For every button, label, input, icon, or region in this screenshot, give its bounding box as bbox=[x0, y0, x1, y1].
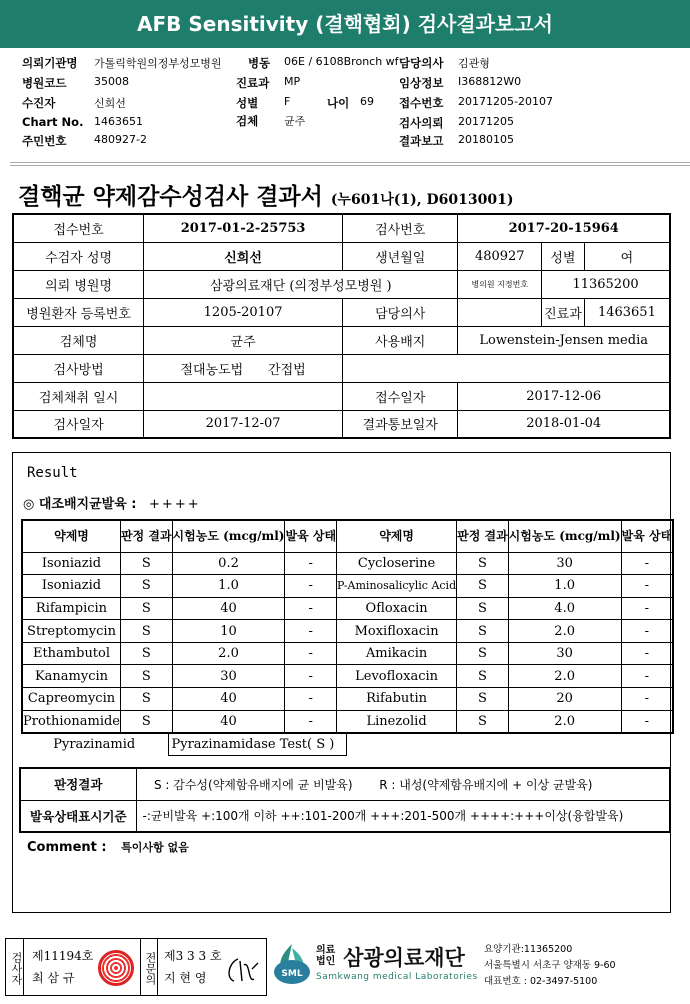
concentration: 40 bbox=[172, 710, 285, 733]
growth-text: -:균비발육 +:100개 이하 ++:101-200개 +++:201-500개 ++++:+++이상(융합발육) bbox=[136, 800, 670, 832]
corp-name bbox=[316, 942, 478, 982]
pyrazinamid-name: Pyrazinamid bbox=[53, 737, 136, 752]
doctor-label: 담당의사 bbox=[343, 298, 458, 326]
method-2: 간접법 bbox=[268, 362, 306, 378]
concentration: 0.2 bbox=[172, 552, 285, 575]
sex-label: 성별 bbox=[542, 242, 585, 270]
sex-label: 성별 bbox=[236, 96, 259, 110]
judge-result: S bbox=[457, 597, 509, 620]
drug-name: Isoniazid bbox=[22, 575, 121, 598]
patient-reg-label: 병원환자 등록번호 bbox=[13, 298, 144, 326]
comment-value: 특이사항 없음 bbox=[121, 841, 189, 854]
table-row bbox=[22, 710, 673, 733]
growth-status: - bbox=[621, 665, 673, 688]
growth-status: - bbox=[621, 710, 673, 733]
judge-text bbox=[136, 768, 670, 800]
concentration: 10 bbox=[172, 620, 285, 643]
tester-seal bbox=[98, 950, 134, 986]
department-value: MP bbox=[284, 75, 301, 88]
concentration-header: 시험농도 (mcg/ml) bbox=[508, 520, 621, 552]
growth-status: - bbox=[285, 597, 337, 620]
doctor-value: 김관형 bbox=[458, 57, 490, 70]
test-no-value: 2017-20-15964 bbox=[458, 214, 670, 242]
growth-status: - bbox=[285, 688, 337, 711]
designated-label: 병의원 지정번호 bbox=[458, 270, 542, 298]
judge-result: S bbox=[121, 597, 173, 620]
report-title: AFB Sensitivity (결핵협회) 검사결과보고서 bbox=[0, 0, 690, 48]
result-title: Result bbox=[27, 465, 78, 481]
main-title-text: 결핵균 약제감수성검사 결과서 bbox=[18, 183, 323, 210]
info-table bbox=[12, 213, 671, 439]
judge-label: 판정결과 bbox=[20, 768, 136, 800]
collector-value: 신희선 bbox=[94, 97, 126, 110]
growth-status: - bbox=[285, 642, 337, 665]
concentration: 30 bbox=[508, 552, 621, 575]
receipt-date-value: 2017-12-06 bbox=[458, 382, 670, 410]
growth-status: - bbox=[621, 642, 673, 665]
growth-label: 발육상태표시기준 bbox=[20, 800, 136, 832]
growth-status: - bbox=[285, 575, 337, 598]
drug-name-header: 약제명 bbox=[22, 520, 121, 552]
drug-name: Linezolid bbox=[337, 710, 457, 733]
hospital-label: 의뢰 병원명 bbox=[13, 270, 144, 298]
main-title bbox=[18, 178, 513, 211]
signature-box bbox=[5, 938, 267, 996]
drug-name: P-Aminosalicylic Acid bbox=[337, 575, 457, 598]
receipt-no-label: 접수번호 bbox=[13, 214, 144, 242]
pyrazinamid-value: Pyrazinamidase Test( S ) bbox=[168, 734, 347, 756]
growth-status: - bbox=[621, 597, 673, 620]
concentration: 1.0 bbox=[172, 575, 285, 598]
doctor-name: 지 현 영 bbox=[164, 971, 207, 985]
judge-result: S bbox=[457, 575, 509, 598]
drug-name: Moxifloxacin bbox=[337, 620, 457, 643]
ward-label: 병동 bbox=[248, 56, 271, 70]
judge-header: 판정 결과 bbox=[457, 520, 509, 552]
age-value: 69 bbox=[360, 95, 374, 108]
judge-result: S bbox=[121, 620, 173, 643]
institution-label: 의뢰기관명 bbox=[22, 56, 78, 70]
dept-label: 진료과 bbox=[542, 298, 585, 326]
method-label: 검사방법 bbox=[13, 354, 144, 382]
collector-label: 수진자 bbox=[22, 96, 56, 110]
drug-name: Prothionamide bbox=[22, 710, 121, 733]
sml-logo-icon bbox=[272, 942, 312, 988]
collect-value bbox=[144, 382, 343, 410]
tester-no: 제11194호 bbox=[32, 949, 94, 963]
designated-value: 11365200 bbox=[542, 270, 670, 298]
growth-status: - bbox=[285, 552, 337, 575]
drug-name-header: 약제명 bbox=[337, 520, 457, 552]
drug-name: Kanamycin bbox=[22, 665, 121, 688]
doctor-signature bbox=[224, 955, 260, 985]
judge-result: S bbox=[121, 665, 173, 688]
divider bbox=[10, 162, 690, 163]
table-row bbox=[22, 620, 673, 643]
growth-header: 발육 상태 bbox=[285, 520, 337, 552]
table-row bbox=[22, 597, 673, 620]
judge-result: S bbox=[457, 620, 509, 643]
judge-result: S bbox=[121, 688, 173, 711]
address-block bbox=[484, 942, 616, 990]
drug-table-header bbox=[22, 520, 673, 552]
judge-result: S bbox=[121, 552, 173, 575]
patient-value: 신희선 bbox=[144, 242, 343, 270]
receipt-no-value: 2017-01-2-25753 bbox=[144, 214, 343, 242]
drug-name: Amikacin bbox=[337, 642, 457, 665]
receipt-label: 접수번호 bbox=[399, 96, 444, 110]
divider bbox=[10, 165, 690, 166]
concentration: 40 bbox=[172, 688, 285, 711]
drug-name: Rifampicin bbox=[22, 597, 121, 620]
patient-label: 수검자 성명 bbox=[13, 242, 144, 270]
empty-cell bbox=[343, 354, 670, 382]
notify-label: 결과통보일자 bbox=[343, 410, 458, 438]
concentration: 1.0 bbox=[508, 575, 621, 598]
table-row bbox=[22, 688, 673, 711]
report-date-label: 결과보고 bbox=[399, 134, 444, 148]
collect-label: 검체채취 일시 bbox=[13, 382, 144, 410]
judge-result: S bbox=[457, 665, 509, 688]
judge-result: S bbox=[121, 642, 173, 665]
test-date-value: 2017-12-07 bbox=[144, 410, 343, 438]
request-value: 20171205 bbox=[458, 115, 514, 128]
legend-table bbox=[19, 767, 671, 833]
pyrazinamid-row bbox=[21, 733, 347, 756]
doctor-sig-label: 전문의 bbox=[140, 939, 158, 995]
drug-name: Capreomycin bbox=[22, 688, 121, 711]
request-label: 검사의뢰 bbox=[399, 116, 444, 130]
test-date-label: 검사일자 bbox=[13, 410, 144, 438]
hospital-code-label: 병원코드 bbox=[22, 76, 67, 90]
table-row bbox=[22, 665, 673, 688]
medium-value: Lowenstein-Jensen media bbox=[458, 326, 670, 354]
hospital-value: 삼광의료재단 (의정부성모병원 ) bbox=[144, 270, 458, 298]
control-value: ++++ bbox=[149, 497, 201, 512]
test-no-label: 검사번호 bbox=[343, 214, 458, 242]
specimen-value: 균주 bbox=[284, 115, 306, 128]
medium-label: 사용배지 bbox=[343, 326, 458, 354]
comment-label: Comment : bbox=[27, 840, 107, 855]
table-row bbox=[22, 575, 673, 598]
judge-result: S bbox=[457, 688, 509, 711]
clinical-value: I368812W0 bbox=[458, 75, 522, 88]
concentration-header: 시험농도 (mcg/ml) bbox=[172, 520, 285, 552]
specimen-label: 검체명 bbox=[13, 326, 144, 354]
doctor-no: 제3 3 3 호 bbox=[164, 949, 222, 963]
concentration: 2.0 bbox=[508, 620, 621, 643]
doctor-value bbox=[458, 298, 542, 326]
receipt-date-label: 접수일자 bbox=[343, 382, 458, 410]
judge-result: S bbox=[457, 710, 509, 733]
id-value: 480927-2 bbox=[94, 133, 147, 146]
table-row bbox=[22, 642, 673, 665]
birth-value: 480927 bbox=[458, 242, 542, 270]
method-1: 절대농도법 bbox=[180, 362, 244, 378]
age-label: 나이 bbox=[327, 96, 350, 110]
growth-header: 발육 상태 bbox=[621, 520, 673, 552]
main-title-code: (누601나(1), D6013001) bbox=[330, 192, 514, 208]
report-date-value: 20180105 bbox=[458, 133, 514, 146]
chart-value: 1463651 bbox=[94, 115, 143, 128]
doctor-label: 담당의사 bbox=[399, 56, 444, 70]
notify-value: 2018-01-04 bbox=[458, 410, 670, 438]
drug-name: Ofloxacin bbox=[337, 597, 457, 620]
concentration: 2.0 bbox=[508, 710, 621, 733]
addr-line-2: 서울특별시 서초구 양재동 9-60 bbox=[484, 960, 616, 971]
drug-table bbox=[21, 519, 674, 734]
addr-line-1: 요양기관:11365200 bbox=[484, 944, 573, 955]
drug-name: Rifabutin bbox=[337, 688, 457, 711]
concentration: 40 bbox=[172, 597, 285, 620]
concentration: 2.0 bbox=[508, 665, 621, 688]
drug-name: Levofloxacin bbox=[337, 665, 457, 688]
judge-result: S bbox=[457, 642, 509, 665]
judge-result: S bbox=[121, 710, 173, 733]
growth-status: - bbox=[285, 710, 337, 733]
specimen-label: 검체 bbox=[236, 114, 259, 128]
result-section bbox=[12, 452, 671, 913]
header-info bbox=[0, 53, 690, 161]
concentration: 4.0 bbox=[508, 597, 621, 620]
id-label: 주민번호 bbox=[22, 134, 67, 148]
judge-header: 판정 결과 bbox=[121, 520, 173, 552]
judge-s: S : 감수성(약제함유배지에 균 비발육) bbox=[153, 777, 353, 792]
dept-value: 1463651 bbox=[584, 298, 670, 326]
clinical-label: 임상정보 bbox=[399, 76, 444, 90]
chart-label: Chart No. bbox=[22, 115, 84, 129]
concentration: 30 bbox=[172, 665, 285, 688]
growth-status: - bbox=[621, 552, 673, 575]
department-label: 진료과 bbox=[236, 76, 270, 90]
specimen-value: 균주 bbox=[144, 326, 343, 354]
hospital-code-value: 35008 bbox=[94, 75, 129, 88]
institution-value: 가톨릭학원의정부성모병원 bbox=[94, 57, 222, 70]
judge-result: S bbox=[121, 575, 173, 598]
birth-label: 생년월일 bbox=[343, 242, 458, 270]
judge-result: S bbox=[457, 552, 509, 575]
method-value bbox=[144, 354, 343, 382]
logo-text: SML bbox=[281, 969, 303, 979]
tester-label: 검사자 bbox=[6, 939, 24, 995]
control-label: ◎ 대조배지균발육 : bbox=[23, 497, 137, 512]
growth-status: - bbox=[621, 620, 673, 643]
drug-name: Cycloserine bbox=[337, 552, 457, 575]
corp-small: 의료 법인 bbox=[316, 945, 336, 967]
table-row bbox=[22, 552, 673, 575]
footer bbox=[0, 938, 690, 998]
control-growth bbox=[23, 493, 201, 512]
ward-value: 06E / 6108Bronch wf bbox=[284, 55, 399, 68]
sex-value: 여 bbox=[584, 242, 670, 270]
tester-name: 최 삼 규 bbox=[32, 971, 75, 985]
growth-status: - bbox=[621, 688, 673, 711]
corp-big: 삼광의료재단 bbox=[343, 946, 465, 970]
addr-line-3: 대표번호 : 02-3497-5100 bbox=[484, 976, 598, 987]
concentration: 2.0 bbox=[172, 642, 285, 665]
drug-name: Ethambutol bbox=[22, 642, 121, 665]
comment bbox=[27, 839, 189, 855]
drug-name: Streptomycin bbox=[22, 620, 121, 643]
receipt-value: 20171205-20107 bbox=[458, 95, 553, 108]
growth-status: - bbox=[285, 620, 337, 643]
judge-r: R : 내성(약제함유배지에 + 이상 균발육) bbox=[379, 777, 593, 792]
concentration: 20 bbox=[508, 688, 621, 711]
sex-value: F bbox=[284, 95, 291, 108]
growth-status: - bbox=[621, 575, 673, 598]
concentration: 30 bbox=[508, 642, 621, 665]
patient-reg-value: 1205-20107 bbox=[144, 298, 343, 326]
growth-status: - bbox=[285, 665, 337, 688]
drug-name: Isoniazid bbox=[22, 552, 121, 575]
corp-english: Samkwang medical Laboratories bbox=[316, 972, 478, 982]
